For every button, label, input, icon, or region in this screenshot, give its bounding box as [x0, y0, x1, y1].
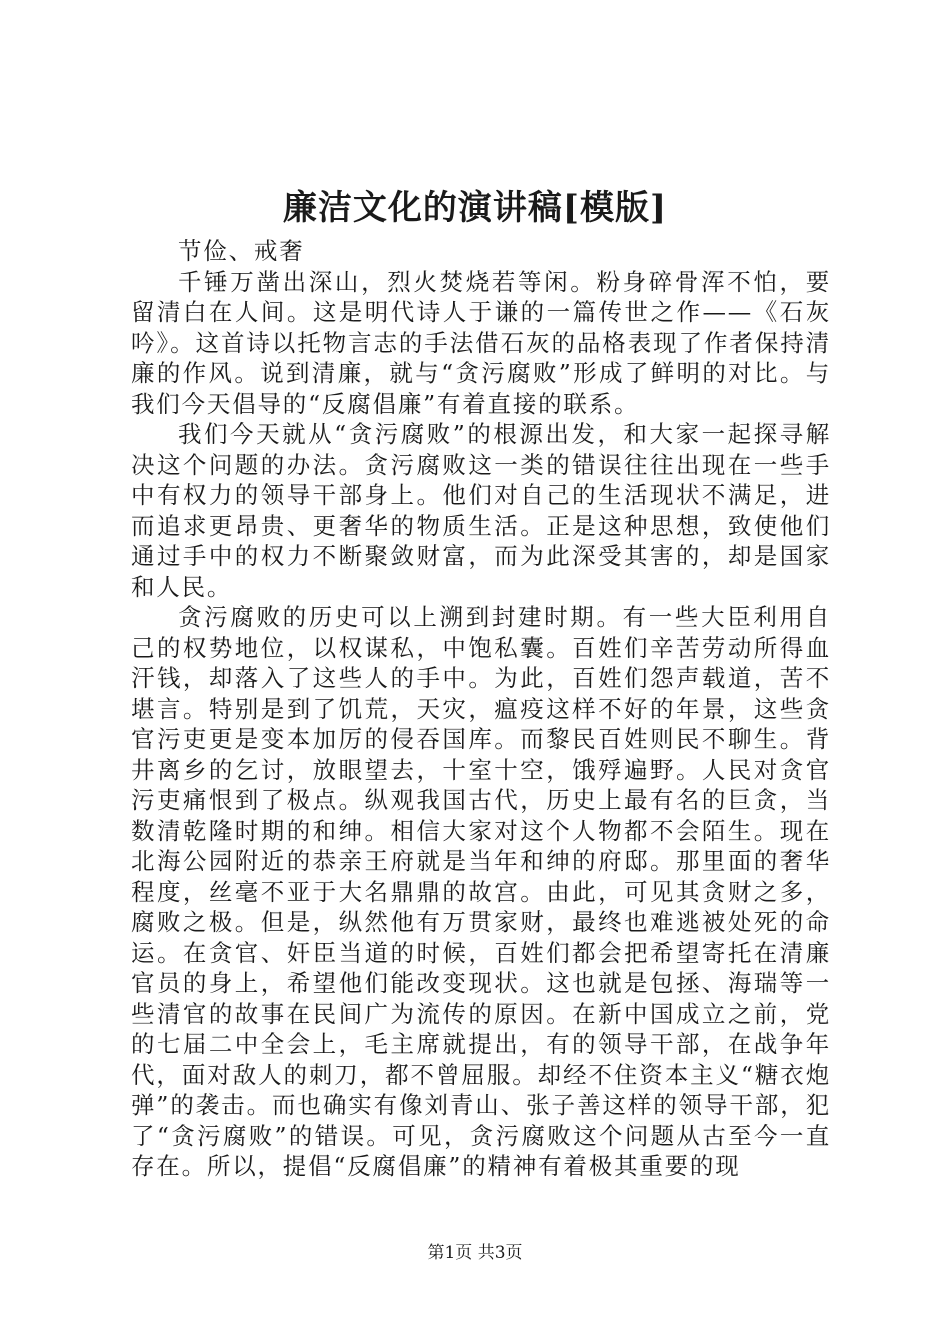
paragraph: 千锤万凿出深山，烈火焚烧若等闲。粉身碎骨浑不怕，要留清白在人间。这是明代诗人于谦的一篇传世之作——《石灰吟》。这首诗以托物言志的手法借石灰的品格表现了作者保持清廉的作风。说到清廉，就与“贪污腐败”形成了鲜明的对比。与我们今天倡导的“反腐倡廉”有着直接的联系。 [131, 267, 831, 418]
page-number-footer: 第1页 共3页 [427, 1243, 523, 1263]
document-body [131, 236, 831, 1182]
paragraph: 我们今天就从“贪污腐败”的根源出发，和大家一起探寻解决这个问题的办法。贪污腐败这一类的错误往往出现在一些手中有权力的领导干部身上。他们对自己的生活现状不满足，进而追求更昂贵、更奢华的物质生活。正是这种思想，致使他们通过手中的权力不断聚敛财富，而为此深受其害的，却是国家和人民。 [131, 420, 831, 601]
paragraph-heading: 节俭、戒奢 [178, 237, 305, 265]
paragraph: 贪污腐败的历史可以上溯到封建时期。有一些大臣利用自己的权势地位，以权谋私，中饱私囊。百姓们辛苦劳动所得血汗钱，却落入了这些人的手中。为此，百姓们怨声载道，苦不堪言。特别是到了饥荒，天灾，瘟疫这样不好的年景，这些贪官污吏更是变本加厉的侵吞国库。而黎民百姓则民不聊生。背井离乡的乞讨，放眼望去，十室十空，饿殍遍野。人民对贪官污吏痛恨到了极点。纵观我国古代，历史上最有名的巨贪，当数清乾隆时期的和绅。相信大家对这个人物都不会陌生。现在北海公园附近的恭亲王府就是当年和绅的府邸。那里面的奢华程度，丝毫不亚于大名鼎鼎的故宫。由此，可见其贪财之多，腐败之极。但是，纵然他有万贯家财，最终也难逃被处死的命运。在贪官、奸臣当道的时候，百姓们都会把希望寄托在清廉官员的身上，希望他们能改变现状。这也就是包拯、海瑞等一些清官的故事在民间广为流传的原因。在新中国成立之前，党的七届二中全会上，毛主席就提出，有的领导干部，在战争年代，面对敌人的刺刀，都不曾屈服。却经不住资本主义“糖衣炮弹”的袭击。而也确实有像刘青山、张子善这样的领导干部，犯了“贪污腐败”的错误。可见，贪污腐败这个问题从古至今一直存在。所以，提倡“反腐倡廉”的精神有着极其重要的现 [131, 603, 831, 1180]
page-title: 廉洁文化的演讲稿[模版] [282, 188, 668, 228]
